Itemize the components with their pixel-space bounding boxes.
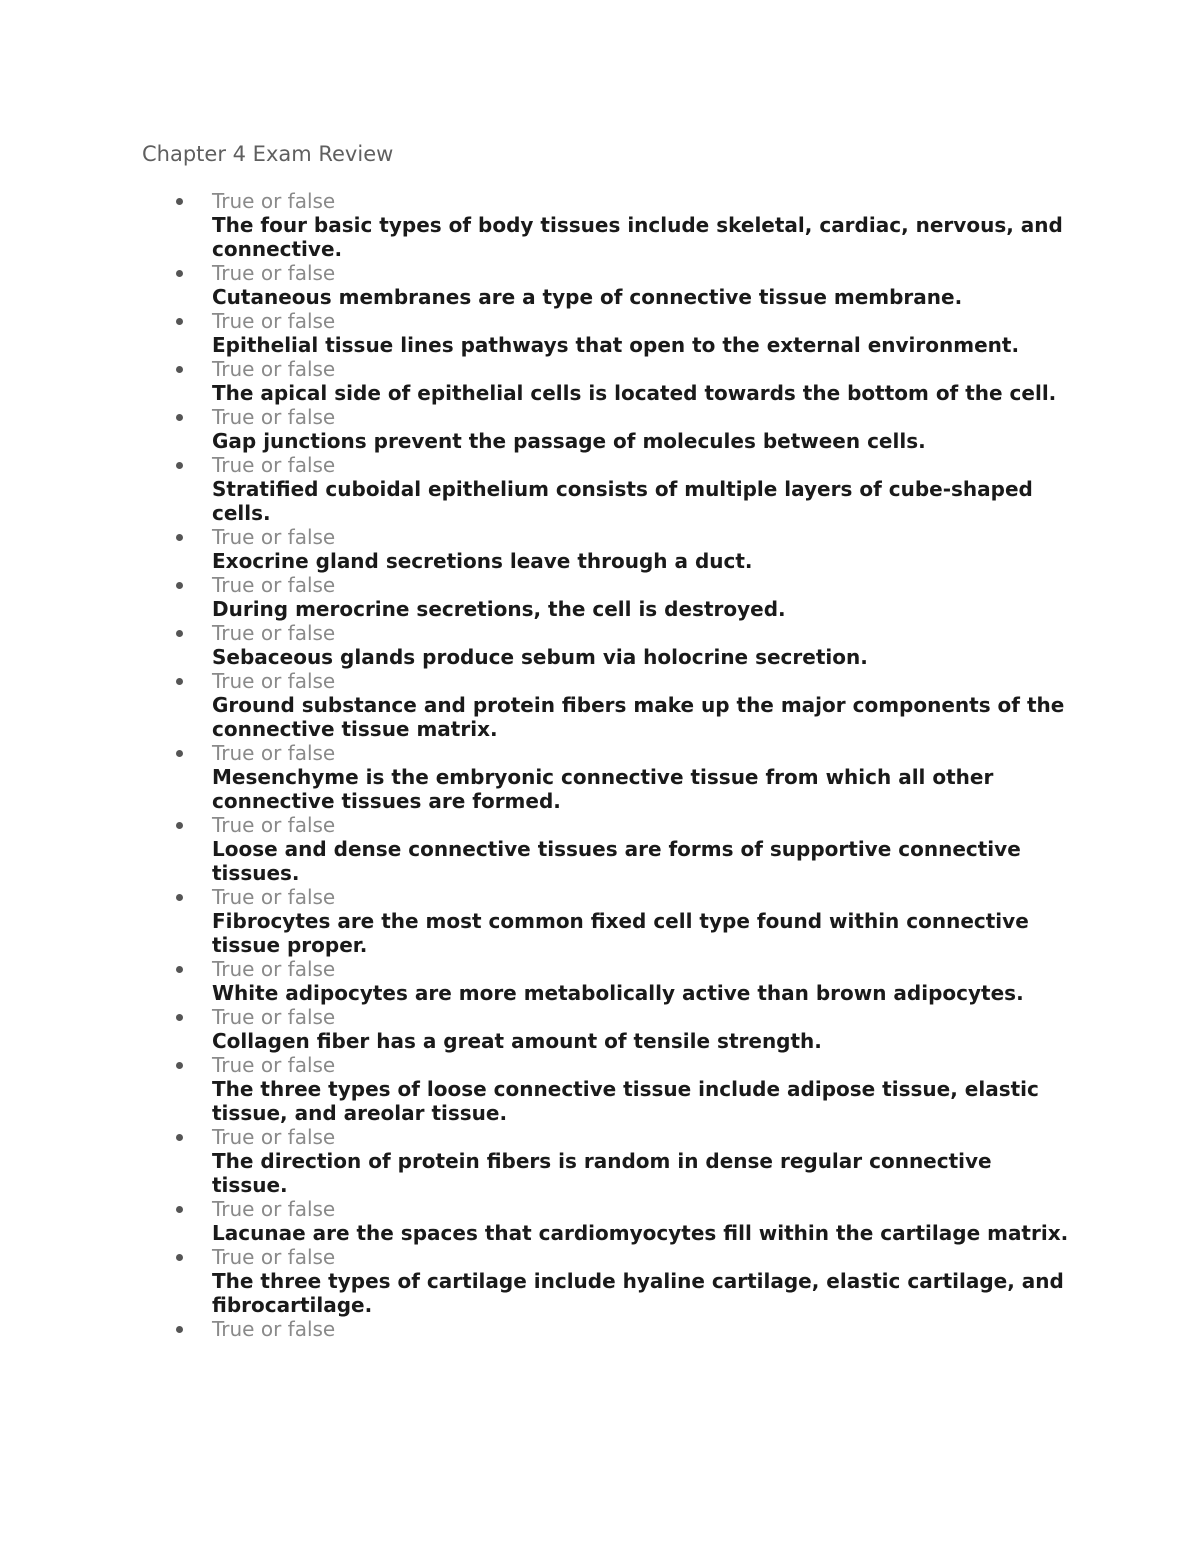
- item-statement: Ground substance and protein fibers make up the major components of the connective tissue matrix.: [212, 693, 1065, 741]
- item-label: True or false: [212, 885, 336, 909]
- item-statement: Sebaceous glands produce sebum via holocrine secretion.: [212, 645, 868, 669]
- list-item: [212, 189, 1072, 261]
- item-label: True or false: [212, 189, 336, 213]
- list-item: [212, 741, 1072, 813]
- item-statement: The four basic types of body tissues include skeletal, cardiac, nervous, and connective.: [212, 213, 1063, 261]
- bullet-icon: [176, 1206, 183, 1213]
- bullet-icon: [176, 750, 183, 757]
- bullet-icon: [176, 1062, 183, 1069]
- list-item: [212, 525, 1072, 573]
- item-statement: Lacunae are the spaces that cardiomyocytes fill within the cartilage matrix.: [212, 1221, 1069, 1245]
- item-statement: Mesenchyme is the embryonic connective tissue from which all other connective tissues are formed.: [212, 765, 994, 813]
- bullet-icon: [176, 462, 183, 469]
- list-item: [212, 261, 1072, 309]
- bullet-icon: [176, 894, 183, 901]
- item-label: True or false: [212, 1245, 336, 1269]
- bullet-icon: [176, 582, 183, 589]
- list-item: [212, 621, 1072, 669]
- bullet-icon: [176, 630, 183, 637]
- bullet-icon: [176, 1254, 183, 1261]
- item-statement: Collagen fiber has a great amount of tensile strength.: [212, 1029, 822, 1053]
- item-label: True or false: [212, 957, 336, 981]
- bullet-icon: [176, 1014, 183, 1021]
- item-label: True or false: [212, 813, 336, 837]
- list-item: [212, 957, 1072, 1005]
- bullet-icon: [176, 414, 183, 421]
- list-item: [212, 309, 1072, 357]
- item-statement: The direction of protein fibers is random in dense regular connective tissue.: [212, 1149, 992, 1197]
- item-label: True or false: [212, 261, 336, 285]
- item-statement: The apical side of epithelial cells is located towards the bottom of the cell.: [212, 381, 1057, 405]
- bullet-icon: [176, 1326, 183, 1333]
- list-item: [212, 813, 1072, 885]
- item-label: True or false: [212, 669, 336, 693]
- bullet-icon: [176, 966, 183, 973]
- item-statement: Gap junctions prevent the passage of molecules between cells.: [212, 429, 926, 453]
- list-item: [212, 669, 1072, 741]
- bullet-icon: [176, 678, 183, 685]
- list-item: [212, 1005, 1072, 1053]
- list-item: [212, 1317, 1072, 1341]
- item-statement: Cutaneous membranes are a type of connective tissue membrane.: [212, 285, 963, 309]
- item-statement: The three types of loose connective tissue include adipose tissue, elastic tissue, and areolar tissue.: [212, 1077, 1039, 1125]
- item-statement: Loose and dense connective tissues are forms of supportive connective tissues.: [212, 837, 1021, 885]
- item-label: True or false: [212, 357, 336, 381]
- item-label: True or false: [212, 1197, 336, 1221]
- item-label: True or false: [212, 1053, 336, 1077]
- item-label: True or false: [212, 1005, 336, 1029]
- list-item: [212, 885, 1072, 957]
- item-label: True or false: [212, 405, 336, 429]
- item-label: True or false: [212, 1125, 336, 1149]
- item-statement: Exocrine gland secretions leave through a duct.: [212, 549, 753, 573]
- question-list: [212, 189, 1072, 1341]
- item-statement: Epithelial tissue lines pathways that open to the external environment.: [212, 333, 1020, 357]
- bullet-icon: [176, 1134, 183, 1141]
- bullet-icon: [176, 198, 183, 205]
- item-statement: Fibrocytes are the most common fixed cell type found within connective tissue proper.: [212, 909, 1029, 957]
- item-label: True or false: [212, 1317, 336, 1341]
- item-label: True or false: [212, 309, 336, 333]
- item-label: True or false: [212, 525, 336, 549]
- item-label: True or false: [212, 453, 336, 477]
- list-item: [212, 405, 1072, 453]
- bullet-icon: [176, 318, 183, 325]
- item-label: True or false: [212, 741, 336, 765]
- list-item: [212, 1245, 1072, 1317]
- bullet-icon: [176, 366, 183, 373]
- item-label: True or false: [212, 573, 336, 597]
- list-item: [212, 357, 1072, 405]
- list-item: [212, 1197, 1072, 1245]
- list-item: [212, 573, 1072, 621]
- bullet-icon: [176, 534, 183, 541]
- list-item: [212, 453, 1072, 525]
- page-title: Chapter 4 Exam Review: [142, 142, 394, 166]
- item-statement: During merocrine secretions, the cell is destroyed.: [212, 597, 786, 621]
- item-label: True or false: [212, 621, 336, 645]
- item-statement: Stratified cuboidal epithelium consists of multiple layers of cube-shaped cells.: [212, 477, 1033, 525]
- item-statement: White adipocytes are more metabolically active than brown adipocytes.: [212, 981, 1024, 1005]
- item-statement: The three types of cartilage include hyaline cartilage, elastic cartilage, and fibrocartilage.: [212, 1269, 1064, 1317]
- list-item: [212, 1053, 1072, 1125]
- list-item: [212, 1125, 1072, 1197]
- bullet-icon: [176, 822, 183, 829]
- bullet-icon: [176, 270, 183, 277]
